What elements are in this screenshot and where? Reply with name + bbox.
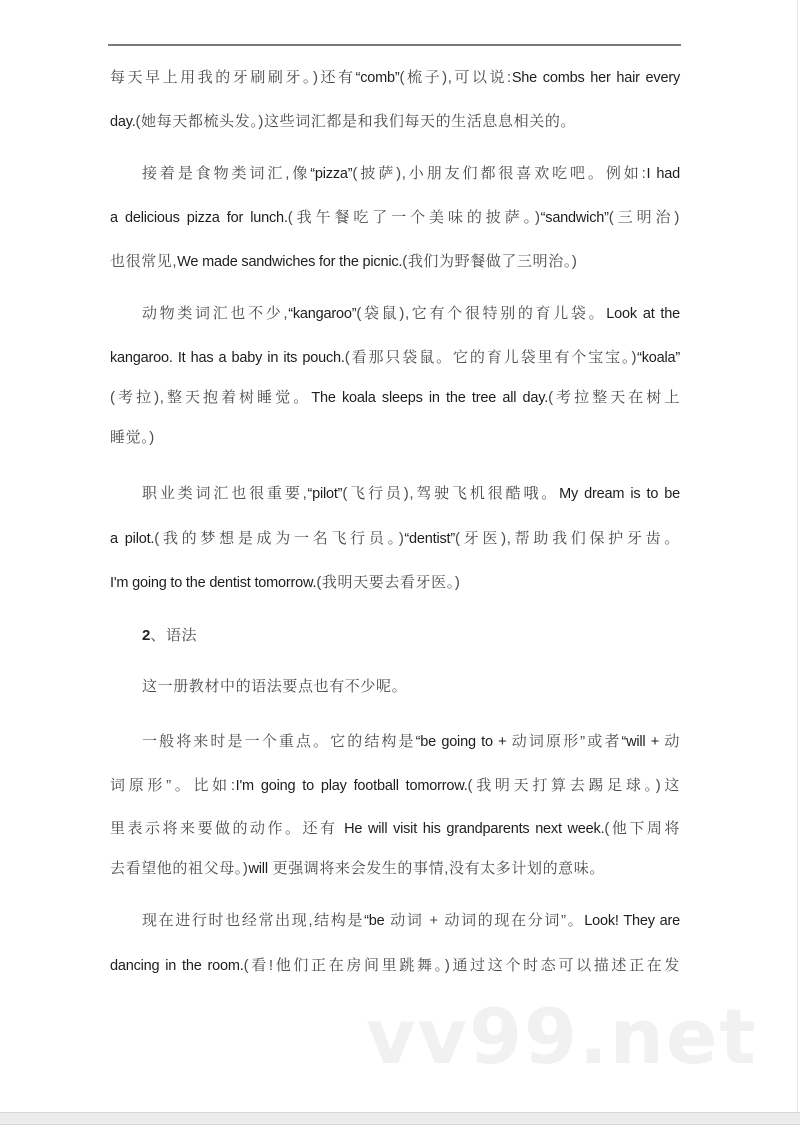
section-heading (142, 626, 680, 646)
next-page-edge (0, 1125, 800, 1137)
text-line (110, 428, 680, 448)
text-line (110, 68, 680, 88)
text-line (110, 859, 680, 879)
english-text: kangaroo. It has a baby in its pouch. (110, 350, 345, 366)
text-line (142, 911, 680, 931)
english-text: “will + (621, 734, 665, 750)
chinese-text: (看!他们正在房间里跳舞。)通过这个时态可以描述正在发 (243, 957, 680, 974)
chinese-text: (飞行员),驾驶飞机很酷哦。 (342, 485, 560, 502)
english-text: The koala sleeps in the tree all day. (311, 390, 549, 406)
text-line (110, 388, 680, 408)
chinese-text: (考拉整天在树上 (548, 389, 680, 406)
english-text: My dream is to be (559, 486, 681, 502)
text-line (110, 573, 680, 593)
text-line (110, 348, 680, 368)
english-text: dancing in the room. (110, 958, 244, 974)
chinese-text: 现在进行时也经常出现,结构是 (142, 912, 365, 929)
text-line (110, 112, 680, 132)
page-separator (0, 1112, 800, 1125)
chinese-text: 词原形”。比如: (110, 777, 236, 794)
english-text: I'm going to the dentist tomorrow. (110, 575, 317, 591)
chinese-text: 一般将来时是一个重点。它的结构是 (142, 733, 416, 750)
english-text: “sandwich” (540, 210, 609, 226)
english-text: Look! They are (584, 913, 680, 929)
chinese-text: 这一册教材中的语法要点也有不少呢。 (142, 678, 408, 695)
chinese-text: (我的梦想是成为一名飞行员。) (154, 530, 405, 547)
text-line (110, 529, 680, 549)
chinese-text: 里表示将来要做的动作。还有 (110, 820, 345, 837)
chinese-text: (他下周将 (604, 820, 681, 837)
text-line (110, 208, 680, 228)
chinese-text: 每天早上用我的牙刷刷牙。)还有 (110, 69, 356, 86)
english-text: I had (646, 166, 680, 182)
english-text: She combs her hair every (511, 70, 680, 86)
text-line (110, 819, 680, 839)
chinese-text: 、语法 (150, 627, 198, 644)
chinese-text: 接着是食物类词汇,像 (142, 165, 311, 182)
chinese-text: (我们为野餐做了三明治。) (402, 253, 578, 270)
header-rule (108, 44, 681, 46)
english-text: “comb” (355, 70, 400, 86)
text-line (142, 732, 680, 752)
watermark: vv99.net (366, 992, 758, 1081)
chinese-text: (我午餐吃了一个美味的披萨。) (287, 209, 541, 226)
chinese-text: 也很常见, (110, 253, 178, 270)
text-line (110, 252, 680, 272)
chinese-text: 更强调将来会发生的事情,没有太多计划的意味。 (267, 860, 605, 877)
english-text: will (248, 861, 268, 877)
chinese-text: 动词 + 动词的现在分词”。 (384, 912, 585, 929)
english-text: He will visit his grandparents next week. (344, 821, 605, 837)
english-text: a delicious pizza for lunch. (110, 210, 288, 226)
english-text: “pilot” (307, 486, 343, 502)
section-number: 2 (142, 627, 151, 644)
chinese-text: (袋鼠),它有个很特别的育儿袋。 (356, 305, 607, 322)
text-line (142, 304, 680, 324)
english-text: We made sandwiches for the picnic. (177, 254, 403, 270)
english-text: “be going to + (415, 734, 512, 750)
english-text: “koala” (637, 350, 680, 366)
chinese-text: (梳子),可以说: (399, 69, 512, 86)
chinese-text: (我明天要去看牙医。) (316, 574, 461, 591)
text-line (110, 956, 680, 976)
text-line (110, 776, 680, 796)
text-line (142, 164, 680, 184)
chinese-text: (看那只袋鼠。它的育儿袋里有个宝宝。) (344, 349, 638, 366)
chinese-text: 睡觉。) (110, 429, 155, 446)
chinese-text: 动 (664, 733, 680, 750)
chinese-text: (牙医),帮助我们保护牙齿。 (455, 530, 681, 547)
chinese-text: 动物类词汇也不少, (142, 305, 289, 322)
english-text: day. (110, 114, 136, 130)
chinese-text: 动词原形”或者 (511, 733, 622, 750)
english-text: I'm going to play football tomorrow. (235, 778, 468, 794)
chinese-text: 职业类词汇也很重要, (142, 485, 308, 502)
chinese-text: (我明天打算去踢足球。)这 (467, 777, 681, 794)
english-text: a pilot. (110, 531, 155, 547)
chinese-text: (披萨),小朋友们都很喜欢吃吧。例如: (352, 165, 647, 182)
english-text: “be (364, 913, 385, 929)
english-text: “dentist” (404, 531, 456, 547)
english-text: “pizza” (310, 166, 353, 182)
chinese-text: 去看望他的祖父母。) (110, 860, 249, 877)
text-line (142, 484, 680, 504)
english-text: “kangaroo” (288, 306, 357, 322)
chinese-text: (她每天都梳头发。)这些词汇都是和我们每天的生活息息相关的。 (135, 113, 577, 130)
chinese-text: (三明治) (608, 209, 680, 226)
text-line (142, 677, 680, 697)
chinese-text: (考拉),整天抱着树睡觉。 (110, 389, 312, 406)
english-text: Look at the (606, 306, 680, 322)
